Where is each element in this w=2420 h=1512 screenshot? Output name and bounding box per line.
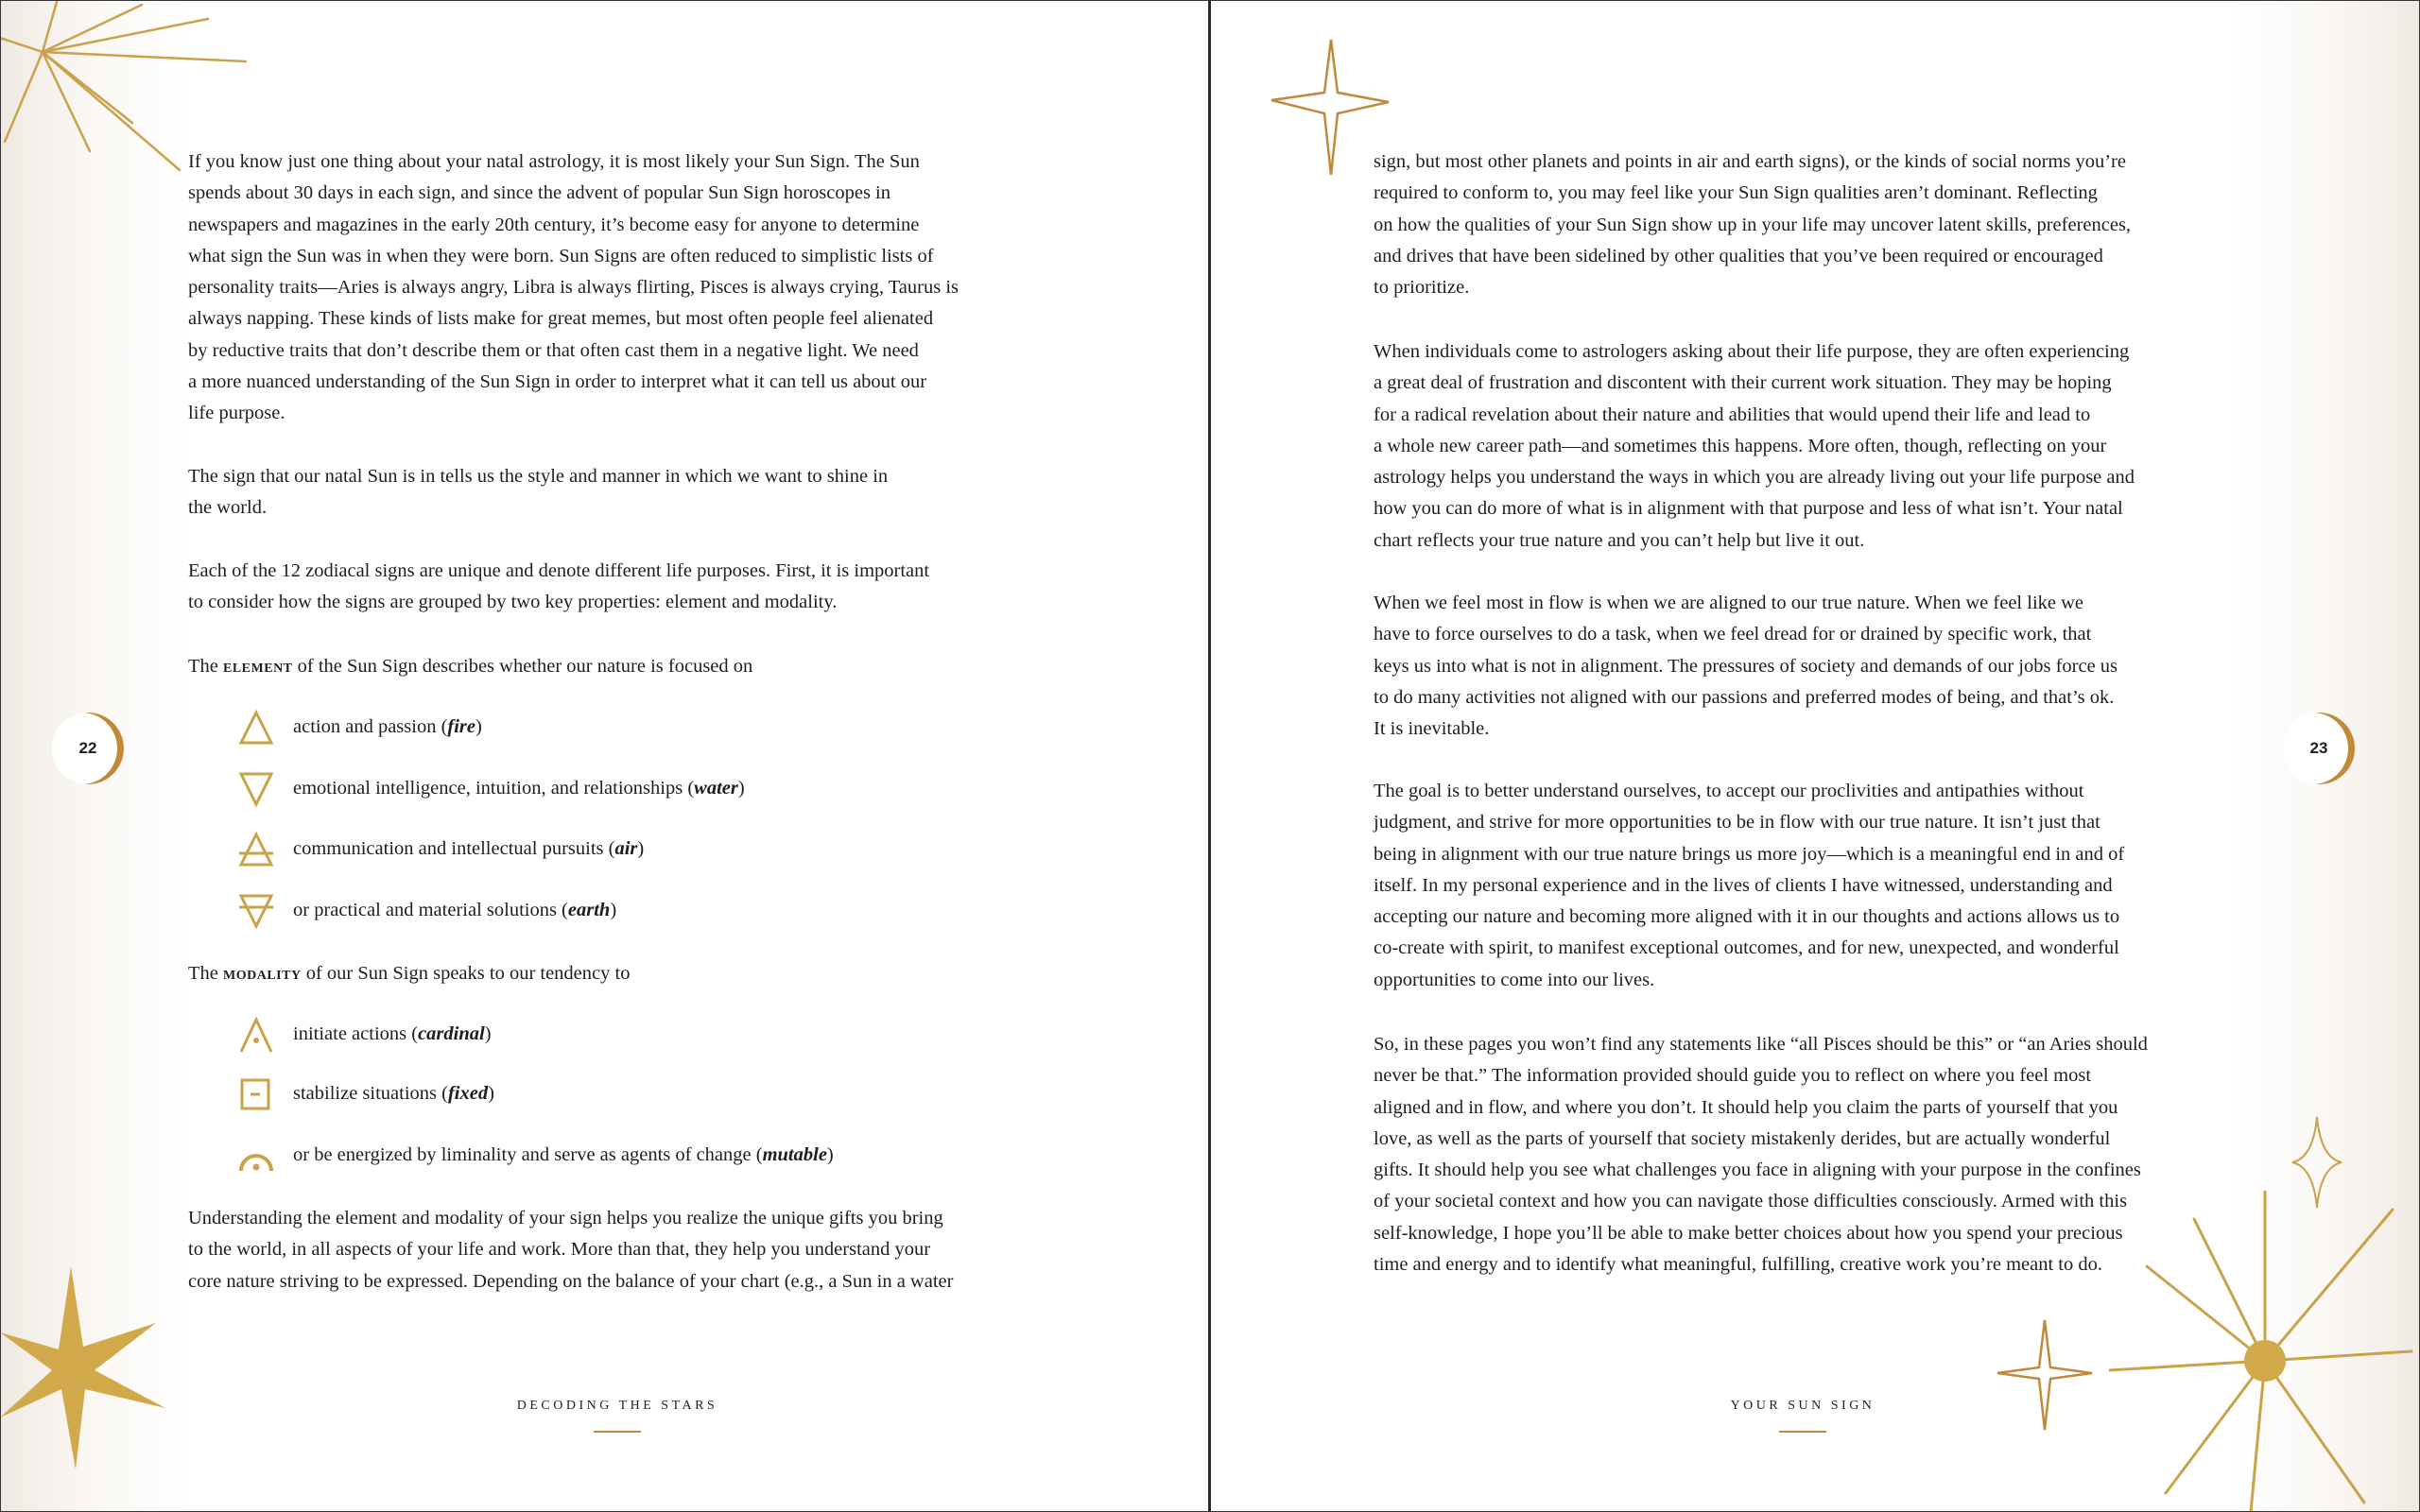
text-line: gifts. It should help you see what challenges you face in aligning with your purpose in the confines xyxy=(1374,1160,2141,1181)
text-line: the world. xyxy=(188,497,268,519)
text-line: a whole new career path—and sometimes this happens. More often, though, reflecting on your xyxy=(1374,435,2107,456)
list-item xyxy=(293,1140,834,1171)
text-line: personality traits—Aries is always angry, Libra is always flirting, Pisces is always crying, Taurus is xyxy=(188,277,959,299)
text-line: If you know just one thing about your natal astrology, it is most likely your Sun Sign. The Sun xyxy=(188,151,920,172)
item-text: stabilize situations ( xyxy=(293,1083,448,1104)
four-point-star-icon xyxy=(1993,1318,2097,1432)
text-line: When we feel most in flow is when we are aligned to our true nature. When we feel like we xyxy=(1374,593,2084,613)
text-line: on how the qualities of your Sun Sign show up in your life may uncover latent skills, preferences, xyxy=(1374,214,2132,235)
fixed-symbol-icon xyxy=(237,1075,275,1113)
item-close: ) xyxy=(475,716,482,737)
text-line: life purpose. xyxy=(188,403,285,424)
list-item xyxy=(293,1019,492,1050)
list-item xyxy=(293,773,745,804)
item-term: earth xyxy=(567,900,611,920)
earth-triangle-icon xyxy=(237,892,275,930)
item-text: or practical and material solutions ( xyxy=(293,900,568,920)
footer-rule xyxy=(594,1431,641,1433)
text-line: itself. In my personal experience and in the lives of clients I have witnessed, understanding and xyxy=(1374,874,2113,896)
list-item xyxy=(293,1078,494,1109)
footer-rule xyxy=(1779,1431,1826,1433)
item-term: water xyxy=(694,778,738,799)
item-close: ) xyxy=(610,900,617,920)
paragraph xyxy=(1374,1029,2148,1280)
text-line: The goal is to better understand ourselves, to accept our proclivities and antipathies without xyxy=(1374,781,2084,801)
item-text: emotional intelligence, intuition, and relationships ( xyxy=(293,778,695,799)
paragraph xyxy=(188,1203,953,1297)
item-close: ) xyxy=(484,1023,492,1044)
text-line: So, in these pages you won’t find any statements like “all Pisces should be this” or “an Aries should xyxy=(1374,1034,2148,1055)
item-text: action and passion ( xyxy=(293,716,448,737)
text-line: co-create with spirit, to manifest exceptional outcomes, and for new, unexpected, and wonderful xyxy=(1374,937,2119,959)
paragraph xyxy=(1374,336,2135,557)
text-line: what sign the Sun was in when they were born. Sun Signs are often reduced to simplistic lists of xyxy=(188,245,934,266)
text-line: to do many activities not aligned with our passions and preferred modes of being, and that’s ok. xyxy=(1374,686,2115,708)
text-line: love, as well as the parts of yourself that society mistakenly derides, but are actually wonderful xyxy=(1374,1127,2111,1149)
item-close: ) xyxy=(488,1083,494,1104)
air-triangle-icon xyxy=(237,831,275,868)
text-line: time and energy and to identify what meaningful, fulfilling, creative work you’re meant to do. xyxy=(1374,1254,2102,1276)
text-line: to prioritize. xyxy=(1374,277,1470,299)
eight-point-star-icon xyxy=(0,1266,170,1474)
text-line: sign, but most other planets and points in air and earth signs), or the kinds of social norms you’re xyxy=(1374,151,2126,172)
list-item xyxy=(293,895,616,926)
text-line: newspapers and magazines in the early 20th century, it’s become easy for anyone to determine xyxy=(188,214,920,235)
text-line: being in alignment with our true nature brings us more joy—which is a meaningful end in and of xyxy=(1374,843,2125,865)
running-footer: YOUR SUN SIGN xyxy=(1730,1399,1876,1413)
paragraph xyxy=(1374,776,2124,996)
text-line: self-knowledge, I hope you’ll be able to make better choices about how you spend your precious xyxy=(1374,1222,2123,1244)
text-line: chart reflects your true nature and you can’t help but live it out. xyxy=(1374,529,1865,551)
text-line: It is inevitable. xyxy=(1374,718,1490,740)
item-close: ) xyxy=(737,778,745,799)
text-line: Each of the 12 zodiacal signs are unique and denote different life purposes. First, it is important xyxy=(188,560,930,581)
text-line: core nature striving to be expressed. Depending on the balance of your chart (e.g., a Sun in a water xyxy=(188,1270,954,1292)
text-line: to the world, in all aspects of your life and work. More than that, they help you understand your xyxy=(188,1239,931,1261)
text-line: opportunities to come into our lives. xyxy=(1374,969,1655,990)
item-close: ) xyxy=(826,1144,834,1165)
starburst-icon xyxy=(2109,1191,2420,1512)
item-term: fire xyxy=(447,716,475,737)
text: The xyxy=(188,963,223,984)
list-item xyxy=(293,712,482,743)
text-line: to consider how the signs are grouped by two key properties: element and modality. xyxy=(188,592,838,613)
item-text: or be energized by liminality and serve as agents of change ( xyxy=(293,1144,763,1165)
mutable-symbol-icon xyxy=(237,1137,275,1175)
text-line: a great deal of frustration and discontent with their current work situation. They may be hoping xyxy=(1374,372,2112,394)
item-term: mutable xyxy=(762,1144,827,1165)
text-line: how you can do more of what is in alignment with that purpose and less of what isn’t. Your natal xyxy=(1374,498,2123,520)
text-line: and drives that have been sidelined by other qualities that you’ve been required or encouraged xyxy=(1374,245,2103,266)
paragraph xyxy=(1374,588,2118,745)
text-line: judgment, and strive for more opportunities to be in flow with our true nature. It isn’t just that xyxy=(1374,812,2100,833)
text: of our Sun Sign speaks to our tendency to xyxy=(301,963,631,984)
item-text: initiate actions ( xyxy=(293,1023,419,1044)
item-term: air xyxy=(614,838,638,859)
book-spine-divider xyxy=(1208,0,1211,1512)
text-line: for a radical revelation about their nature and abilities that would upend their life and lead to xyxy=(1374,404,2091,425)
text-line: The sign that our natal Sun is in tells us the style and manner in which we want to shine in xyxy=(188,466,889,487)
fire-triangle-icon xyxy=(237,709,275,747)
text-line: When individuals come to astrologers asking about their life purpose, they are often experiencing xyxy=(1374,341,2130,362)
page-number: 22 xyxy=(52,713,124,784)
text-line: Understanding the element and modality of your sign helps you realize the unique gifts you bring xyxy=(188,1208,943,1228)
text-line: accepting our nature and becoming more aligned with it in our thoughts and actions allows us to xyxy=(1374,906,2120,928)
element-intro xyxy=(188,651,752,682)
paragraph xyxy=(188,146,959,430)
text: of the Sun Sign describes whether our nature is focused on xyxy=(292,656,753,677)
list-item xyxy=(293,833,644,865)
text-line: a more nuanced understanding of the Sun Sign in order to interpret what it can tell us about our xyxy=(188,371,927,393)
text-line: by reductive traits that don’t describe them or that often cast them in a negative light. We need xyxy=(188,339,919,361)
text-line: keys us into what is not in alignment. The pressures of society and demands of our jobs force us xyxy=(1374,655,2118,677)
modality-intro xyxy=(188,958,630,989)
page-number: 23 xyxy=(2283,713,2355,784)
running-footer: DECODING THE STARS xyxy=(516,1399,718,1413)
element-term: element xyxy=(223,656,293,677)
item-term: cardinal xyxy=(418,1023,485,1044)
text-line: always napping. These kinds of lists make for great memes, but most often people feel alienated xyxy=(188,308,934,330)
water-triangle-icon xyxy=(237,770,275,808)
item-text: communication and intellectual pursuits ( xyxy=(293,838,615,859)
text-line: astrology helps you understand the ways in which you are already living out your life purpose and xyxy=(1374,467,2135,489)
text-line: have to force ourselves to do a task, when we feel dread for or drained by specific work, that xyxy=(1374,624,2092,645)
paragraph xyxy=(188,556,929,619)
text-line: of your societal context and how you can navigate those difficulties consciously. Armed with this xyxy=(1374,1191,2128,1212)
text-line: required to conform to, you may feel like your Sun Sign qualities aren’t dominant. Reflecting xyxy=(1374,182,2098,204)
right-page xyxy=(1211,0,2420,1512)
paragraph xyxy=(188,461,888,524)
text-line: spends about 30 days in each sign, and since the advent of popular Sun Sign horoscopes in xyxy=(188,182,890,204)
left-page xyxy=(0,0,1209,1512)
paragraph xyxy=(1374,146,2131,303)
cardinal-symbol-icon xyxy=(237,1016,275,1054)
text: The xyxy=(188,656,223,677)
item-term: fixed xyxy=(447,1083,489,1104)
text-line: aligned and in flow, and where you don’t. It should help you claim the parts of yourself that you xyxy=(1374,1096,2118,1118)
text-line: never be that.” The information provided should guide you to reflect on where you feel most xyxy=(1374,1065,2092,1087)
item-close: ) xyxy=(637,838,645,859)
modality-term: modality xyxy=(223,963,302,984)
